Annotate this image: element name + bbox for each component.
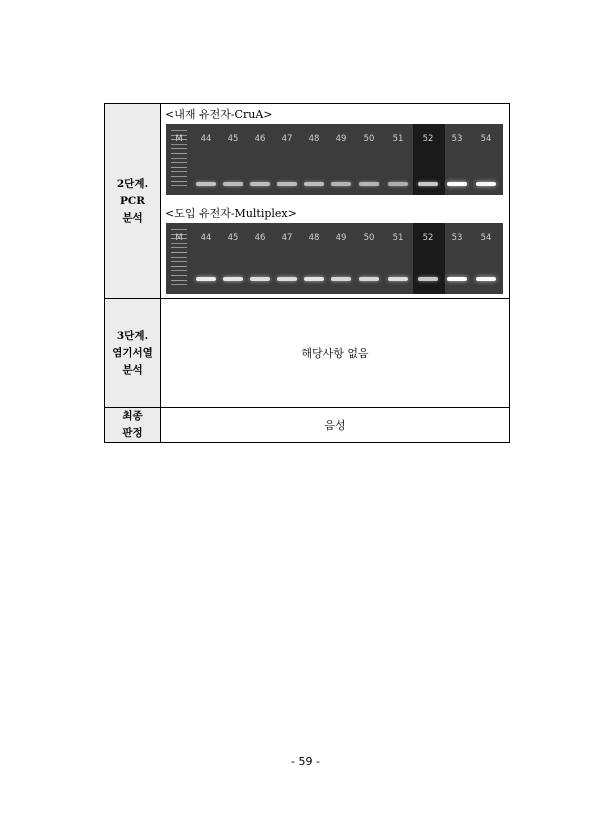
gel-band xyxy=(447,277,467,281)
lane-label: 45 xyxy=(227,134,239,144)
gel-band xyxy=(359,277,379,281)
lane-label: 49 xyxy=(335,134,347,144)
ladder-band xyxy=(171,130,187,131)
lane-label: 51 xyxy=(392,233,404,243)
lane-label: 50 xyxy=(363,134,375,144)
lane-label: 50 xyxy=(363,233,375,243)
step2-header-line1: 2단계. xyxy=(116,177,149,190)
step3-header-line1: 3단계. xyxy=(116,329,149,342)
gel-band xyxy=(331,182,351,186)
final-result: 음성 xyxy=(161,408,510,443)
gel-band xyxy=(331,277,351,281)
lane-label: 46 xyxy=(254,134,266,144)
lane-label: 47 xyxy=(281,233,293,243)
lane-label: 46 xyxy=(254,233,266,243)
gel-band xyxy=(196,277,216,281)
gel-band xyxy=(196,182,216,186)
final-header-line1: 최종 xyxy=(122,410,143,422)
ladder-band xyxy=(171,257,187,258)
lane-label: 53 xyxy=(451,134,463,144)
lane-label: 47 xyxy=(281,134,293,144)
gel-band xyxy=(447,182,467,186)
results-table xyxy=(104,103,510,443)
ladder-band xyxy=(171,270,187,271)
step3-header-line3: 분석 xyxy=(122,363,143,376)
lane-label: 48 xyxy=(308,134,320,144)
step3-header xyxy=(105,299,161,408)
gel-band xyxy=(388,182,408,186)
gel-band xyxy=(476,182,496,186)
ladder-band xyxy=(171,176,187,177)
ladder-band xyxy=(171,153,187,154)
lane-label: 52 xyxy=(422,134,434,144)
gel-band xyxy=(277,182,297,186)
gel-band xyxy=(304,182,324,186)
ladder-band xyxy=(171,284,187,285)
lane-label: 54 xyxy=(480,134,492,144)
ladder-band xyxy=(171,171,187,172)
gel-band xyxy=(250,182,270,186)
ladder-band xyxy=(171,266,187,267)
ladder-band xyxy=(171,247,187,248)
step2-header-line3: 분석 xyxy=(122,211,143,224)
gel1-caption: <내재 유전자-CruA> xyxy=(165,108,273,121)
lane-label: 51 xyxy=(392,134,404,144)
lane-label: 44 xyxy=(200,134,212,144)
lane-label: 45 xyxy=(227,233,239,243)
lane-label: 52 xyxy=(422,233,434,243)
gel-image-crua xyxy=(166,124,503,195)
marker-label: M xyxy=(175,233,183,243)
gel-band xyxy=(304,277,324,281)
lane-label: 44 xyxy=(200,233,212,243)
ladder-band xyxy=(171,162,187,163)
gel-band xyxy=(418,277,438,281)
lane-label: 54 xyxy=(480,233,492,243)
gel-band xyxy=(388,277,408,281)
gel-band xyxy=(223,277,243,281)
pcr-analysis-cell xyxy=(161,104,510,299)
lane-label: 48 xyxy=(308,233,320,243)
gel-band xyxy=(359,182,379,186)
ladder-band xyxy=(171,280,187,281)
ladder-band xyxy=(171,148,187,149)
final-header-line2: 판정 xyxy=(122,427,143,439)
ladder-band xyxy=(171,181,187,182)
page-number: - 59 - xyxy=(291,755,320,768)
ladder-band xyxy=(171,229,187,230)
step2-header xyxy=(105,104,161,299)
step2-header-line2: PCR xyxy=(120,194,145,207)
gel-band xyxy=(250,277,270,281)
lane-label: 53 xyxy=(451,233,463,243)
gel-band xyxy=(277,277,297,281)
lane-label: 49 xyxy=(335,233,347,243)
ladder-band xyxy=(171,167,187,168)
gel-band xyxy=(476,277,496,281)
step3-header-line2: 염기서열 xyxy=(112,346,153,359)
ladder-band xyxy=(171,158,187,159)
ladder-band xyxy=(171,261,187,262)
final-header xyxy=(105,408,161,443)
gel-band xyxy=(223,182,243,186)
ladder-band xyxy=(171,185,187,186)
sequencing-result: 해당사항 없음 xyxy=(161,299,510,408)
gel2-caption: <도입 유전자-Multiplex> xyxy=(165,207,297,220)
marker-label: M xyxy=(175,134,183,144)
gel-band xyxy=(418,182,438,186)
ladder-band xyxy=(171,252,187,253)
ladder-band xyxy=(171,275,187,276)
gel-image-multiplex xyxy=(166,223,503,294)
